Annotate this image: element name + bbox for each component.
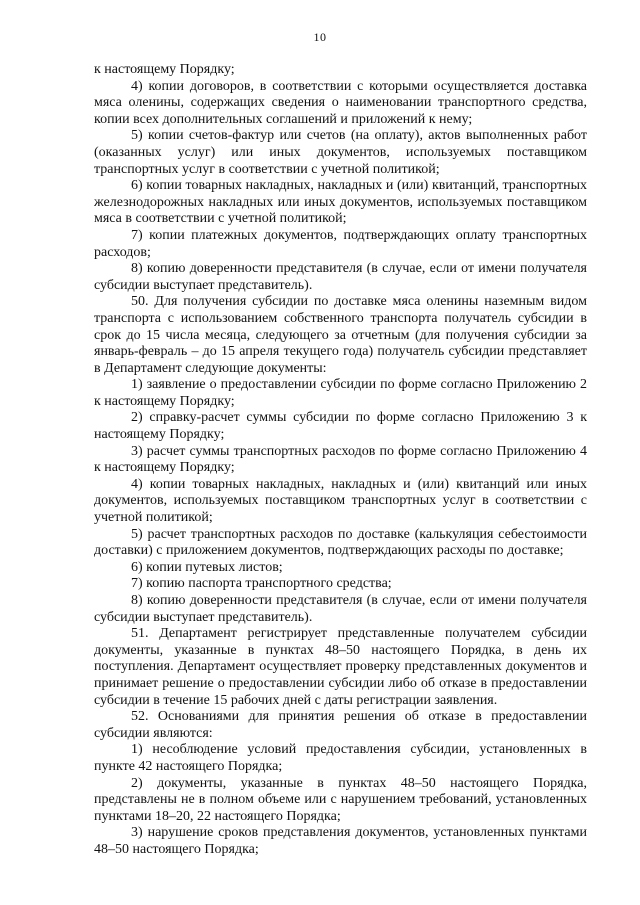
paragraph: 8) копию доверенности представителя (в случае, если от имени получателя субсидии выступает представитель). — [94, 593, 587, 625]
paragraph: к настоящему Порядку; — [94, 62, 235, 77]
paragraph: 5) расчет транспортных расходов по доставке (калькуляция себестоимости доставки) с приложением документов, подтверждающих расходы по доставке; — [94, 526, 587, 559]
paragraph: 8) копию доверенности представителя (в случае, если от имени получателя субсидии выступает представитель). — [94, 261, 587, 293]
paragraph: 50. Для получения субсидии по доставке мяса оленины наземным видом транспорта с использованием собственного транспорта получатель субсидии в срок до 15 числа месяца, следующего за отчетным (для получения субсидии за январь-февраль – до 15 апреля текущего года) получатель субсидии представляет в Департамент следующие документы: — [94, 294, 587, 376]
page-number: 10 — [313, 30, 327, 44]
paragraph: 7) копию паспорта транспортного средства; — [131, 576, 392, 592]
paragraph: 2) документы, указанные в пунктах 48–50 настоящего Порядка, представлены не в полном объеме или с нарушением требований, установленных пунктами 18–20, 22 настоящего Порядка; — [94, 775, 587, 824]
paragraph: 3) расчет суммы транспортных расходов по форме согласно Приложению 4 к настоящему Порядку; — [94, 443, 587, 476]
document-body — [94, 62, 587, 859]
paragraph: 5) копии счетов-фактур или счетов (на оплату), актов выполненных работ (оказанных услуг) или иных документов, используемых поставщиком транспортных услуг в соответствии с учетной политикой; — [94, 128, 587, 177]
paragraph: 6) копии товарных накладных, накладных и (или) квитанций, транспортных железнодорожных накладных или иных документов, используемых поставщиком мяса в соответствии с учетной политикой; — [94, 178, 587, 227]
paragraph: 51. Департамент регистрирует представленные получателем субсидии документы, указанные в пунктах 48–50 настоящего Порядка, в день их поступления. Департамент осуществляет проверку представленных документов и принимает решение о предоставлении субсидии либо об отказе в предоставлении субсидии в течение 15 рабочих дней с даты регистрации заявления. — [94, 626, 587, 708]
paragraph: 4) копии договоров, в соответствии с которыми осуществляется доставка мяса оленины, содержащих сведения о наименовании транспортного средства, копии всех дополнительных соглашений и приложений к нему; — [94, 78, 587, 127]
paragraph: 1) несоблюдение условий предоставления субсидии, установленных в пункте 42 настоящего Порядка; — [94, 742, 587, 774]
paragraph: 2) справку-расчет суммы субсидии по форме согласно Приложению 3 к настоящему Порядку; — [94, 410, 587, 443]
paragraph: 3) нарушение сроков представления документов, установленных пунктами 48–50 настоящего Порядка; — [94, 825, 587, 857]
paragraph: 7) копии платежных документов, подтверждающих оплату транспортных расходов; — [94, 227, 587, 260]
paragraph: 52. Основаниями для принятия решения об отказе в предоставлении субсидии являются: — [94, 709, 587, 741]
paragraph: 1) заявление о предоставлении субсидии по форме согласно Приложению 2 к настоящему Порядку; — [94, 377, 587, 409]
paragraph: 4) копии товарных накладных, накладных и (или) квитанций или иных документов, используемых поставщиком транспортных услуг в соответствии с учетной политикой; — [94, 476, 587, 526]
paragraph: 6) копии путевых листов; — [131, 559, 283, 575]
